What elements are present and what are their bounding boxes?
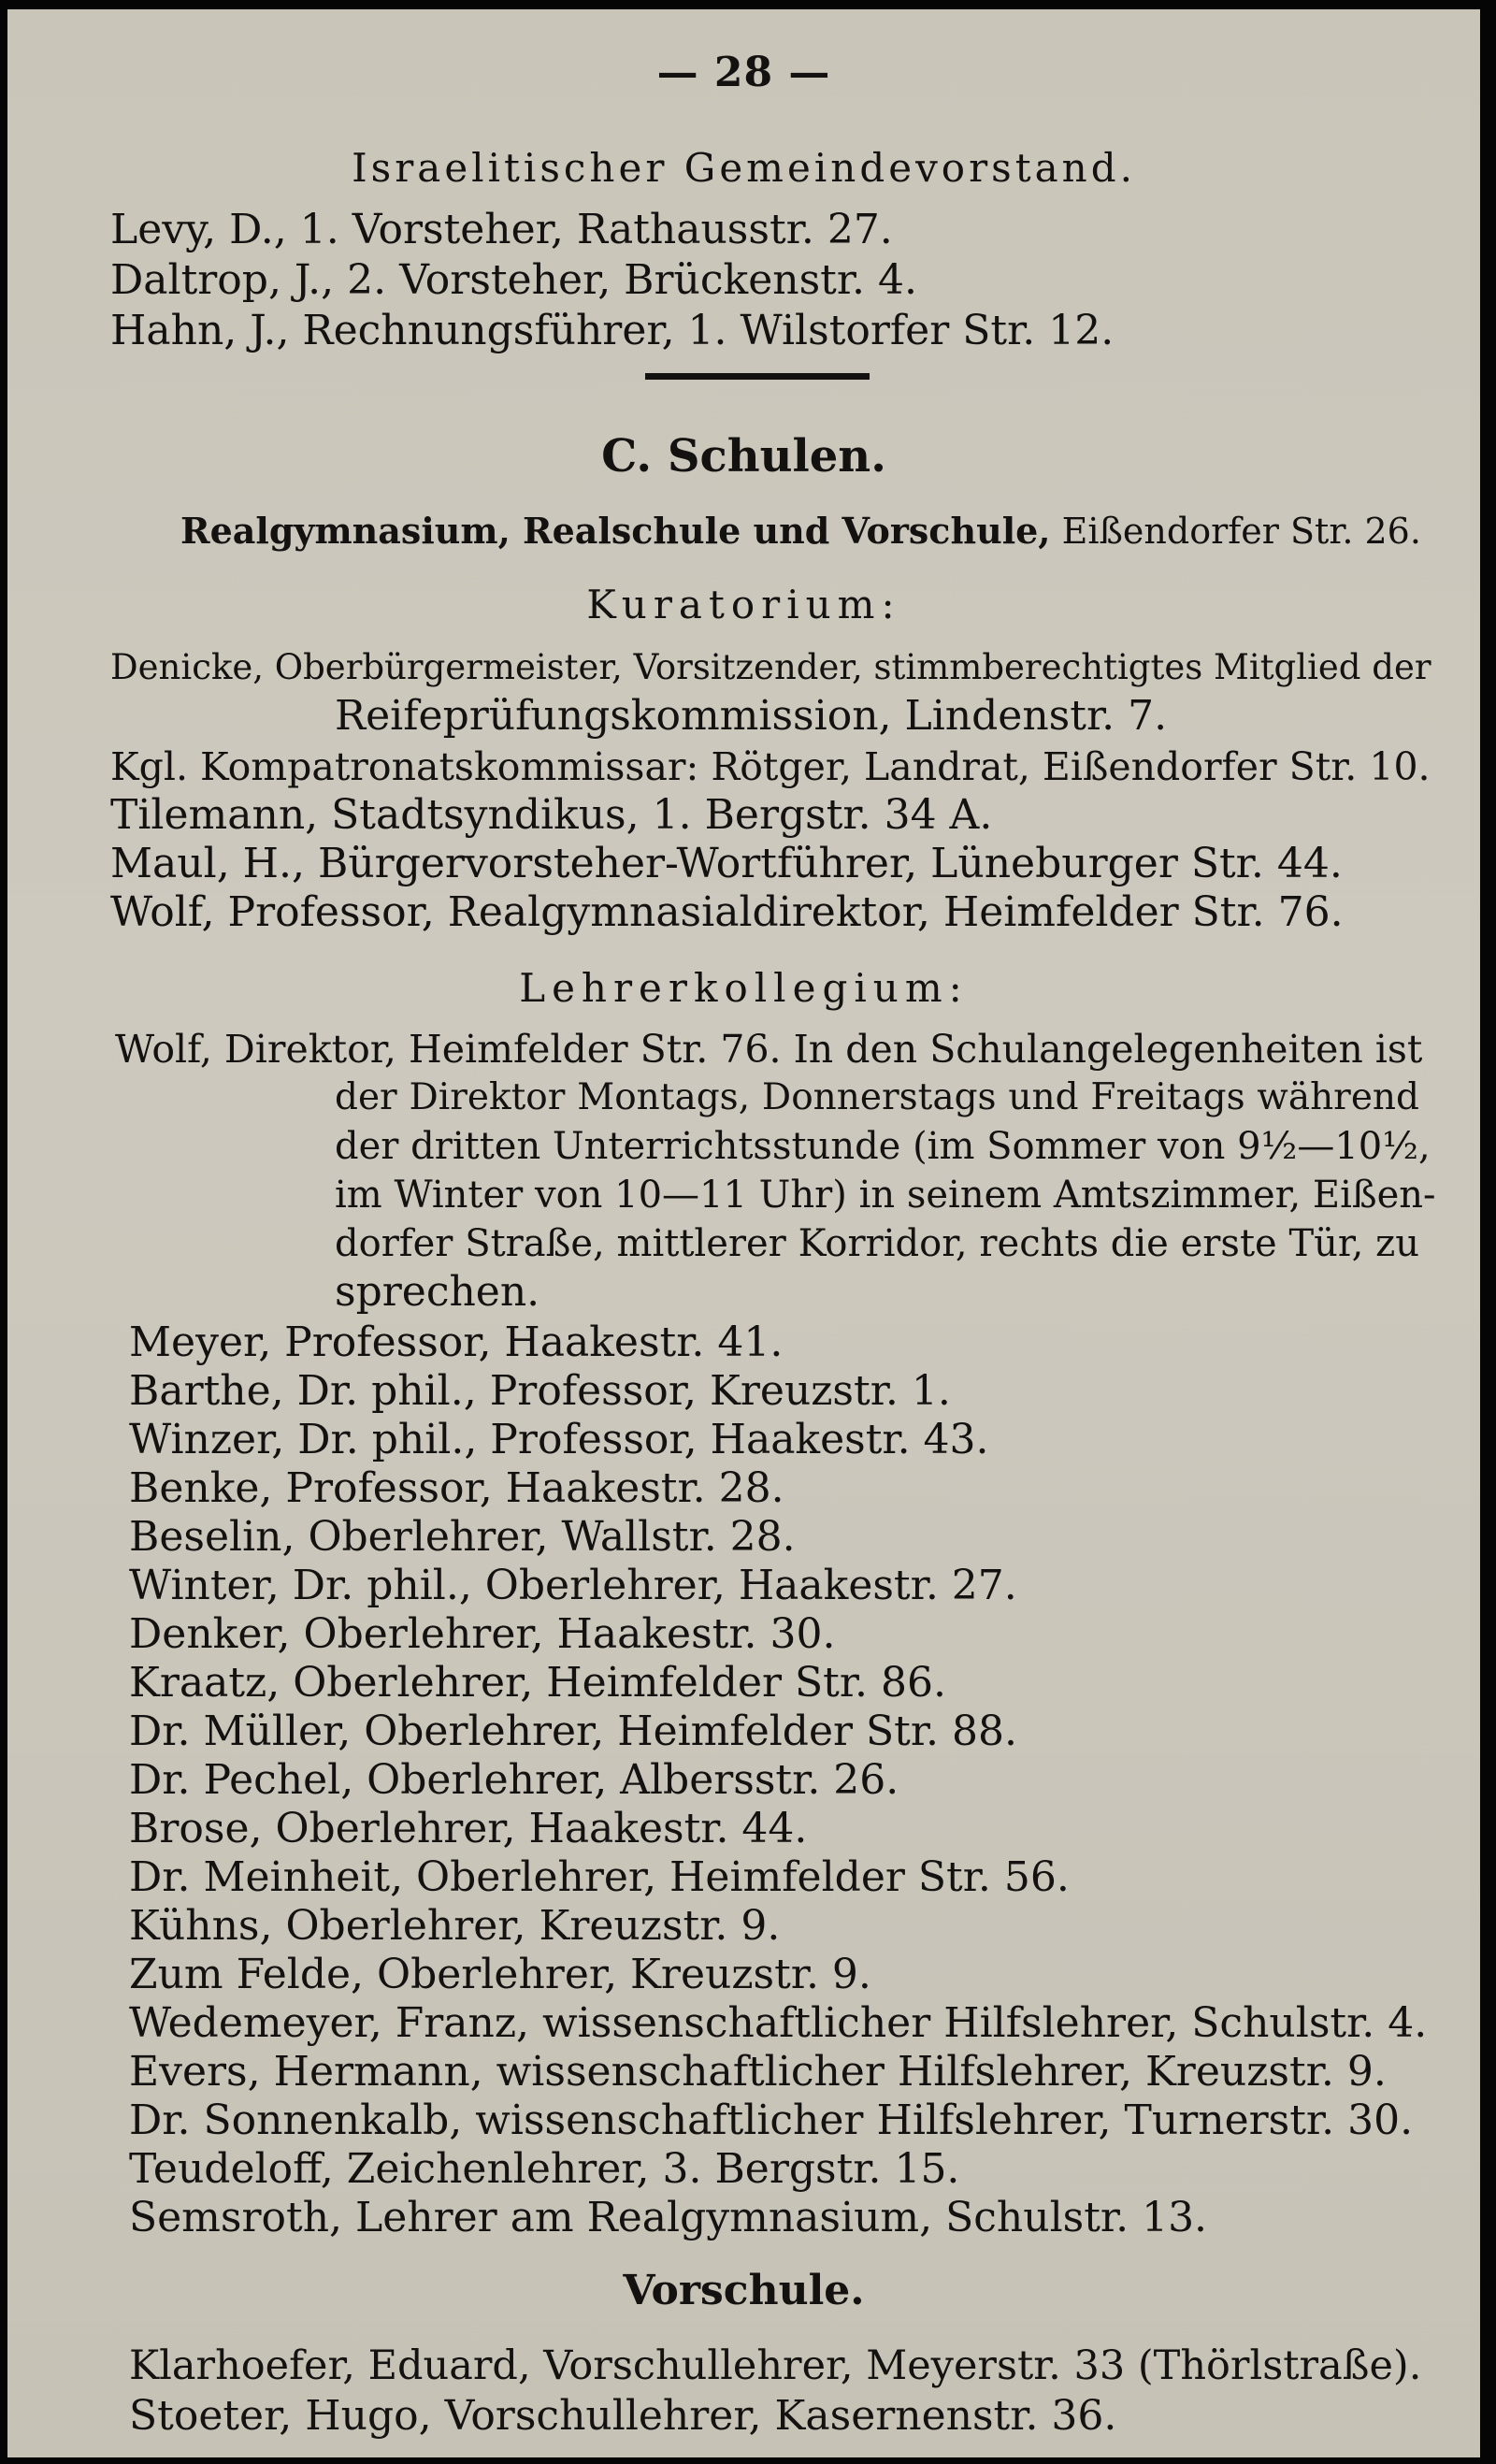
- teacher-line: Meyer, Professor, Haakestr. 41.: [129, 1318, 784, 1366]
- kuratorium-line: Wolf, Professor, Realgymnasialdirektor, Heimfelder Str. 76.: [110, 888, 1344, 936]
- teacher-line: Teudeloff, Zeichenlehrer, 3. Bergstr. 15.: [129, 2145, 960, 2193]
- director-line: dorfer Straße, mittlerer Korridor, rechts die erste Tür, zu: [335, 1222, 1419, 1265]
- vorschule-heading: Vorschule.: [623, 2267, 865, 2314]
- document-page: [7, 9, 1480, 2457]
- teacher-line: Winzer, Dr. phil., Professor, Haakestr. 43.: [129, 1416, 989, 1463]
- teacher-line: Dr. Pechel, Oberlehrer, Albersstr. 26.: [129, 1756, 899, 1804]
- kuratorium-line: Tilemann, Stadtsyndikus, 1. Bergstr. 34 A.: [110, 791, 993, 839]
- teacher-line: Dr. Müller, Oberlehrer, Heimfelder Str. 88.: [129, 1708, 1017, 1755]
- school-line: [180, 505, 1421, 557]
- israelitisch-line: Levy, D., 1. Vorsteher, Rathausstr. 27.: [110, 206, 893, 253]
- teacher-line: Kühns, Oberlehrer, Kreuzstr. 9.: [129, 1902, 781, 1950]
- teacher-line: Wedemeyer, Franz, wissenschaftlicher Hilfslehrer, Schulstr. 4.: [129, 1999, 1428, 2047]
- section-divider: [645, 373, 870, 380]
- teacher-line: Benke, Professor, Haakestr. 28.: [129, 1464, 784, 1512]
- director-line: der Direktor Montags, Donnerstags und Freitags während: [335, 1076, 1419, 1118]
- section-title: C. Schulen.: [601, 430, 886, 483]
- director-line: im Winter von 10—11 Uhr) in seinem Amtszimmer, Eißen-: [335, 1174, 1436, 1217]
- teacher-line: Evers, Hermann, wissenschaftlicher Hilfslehrer, Kreuzstr. 9.: [129, 2048, 1387, 2096]
- teacher-line: Denker, Oberlehrer, Haakestr. 30.: [129, 1610, 836, 1658]
- kollegium-heading: Lehrerkollegium:: [519, 965, 969, 1011]
- page-number: — 28 —: [656, 49, 831, 96]
- kuratorium-heading: Kuratorium:: [586, 582, 901, 627]
- kuratorium-line: Kgl. Kompatronatskommissar: Rötger, Landrat, Eißendorfer Str. 10.: [110, 744, 1431, 789]
- teacher-line: Brose, Oberlehrer, Haakestr. 44.: [129, 1805, 808, 1852]
- vorschule-line: Stoeter, Hugo, Vorschullehrer, Kasernenstr. 36.: [129, 2392, 1117, 2440]
- teacher-line: Dr. Sonnenkalb, wissenschaftlicher Hilfslehrer, Turnerstr. 30.: [129, 2097, 1414, 2144]
- teacher-line: Dr. Meinheit, Oberlehrer, Heimfelder Str. 56.: [129, 1853, 1070, 1901]
- teacher-line: Barthe, Dr. phil., Professor, Kreuzstr. 1.: [129, 1367, 951, 1415]
- director-line: Wolf, Direktor, Heimfelder Str. 76. In den Schulangelegenheiten ist: [115, 1027, 1423, 1072]
- school-name: Realgymnasium, Realschule und Vorschule,: [180, 510, 1051, 552]
- teacher-line: Semsroth, Lehrer am Realgymnasium, Schulstr. 13.: [129, 2194, 1208, 2241]
- teacher-line: Winter, Dr. phil., Oberlehrer, Haakestr. 27.: [129, 1562, 1017, 1609]
- israelitisch-heading: Israelitischer Gemeindevorstand.: [352, 145, 1136, 191]
- teacher-line: Zum Felde, Oberlehrer, Kreuzstr. 9.: [129, 1951, 871, 1998]
- israelitisch-line: Hahn, J., Rechnungsführer, 1. Wilstorfer Str. 12.: [110, 307, 1115, 354]
- vorschule-line: Klarhoefer, Eduard, Vorschullehrer, Meyerstr. 33 (Thörlstraße).: [129, 2342, 1422, 2389]
- kuratorium-line: Maul, H., Bürgervorsteher-Wortführer, Lüneburger Str. 44.: [110, 840, 1343, 887]
- teacher-line: Kraatz, Oberlehrer, Heimfelder Str. 86.: [129, 1659, 947, 1707]
- israelitisch-line: Daltrop, J., 2. Vorsteher, Brückenstr. 4.: [110, 256, 917, 304]
- kuratorium-line: Reifeprüfungskommission, Lindenstr. 7.: [335, 692, 1168, 740]
- school-address: Eißendorfer Str. 26.: [1050, 511, 1421, 552]
- kuratorium-line: Denicke, Oberbürgermeister, Vorsitzender, stimmberechtigtes Mitglied der: [110, 647, 1431, 687]
- teacher-line: Beselin, Oberlehrer, Wallstr. 28.: [129, 1513, 796, 1561]
- director-line: sprechen.: [335, 1268, 540, 1316]
- director-line: der dritten Unterrichtsstunde (im Sommer von 9½—10½,: [335, 1125, 1431, 1168]
